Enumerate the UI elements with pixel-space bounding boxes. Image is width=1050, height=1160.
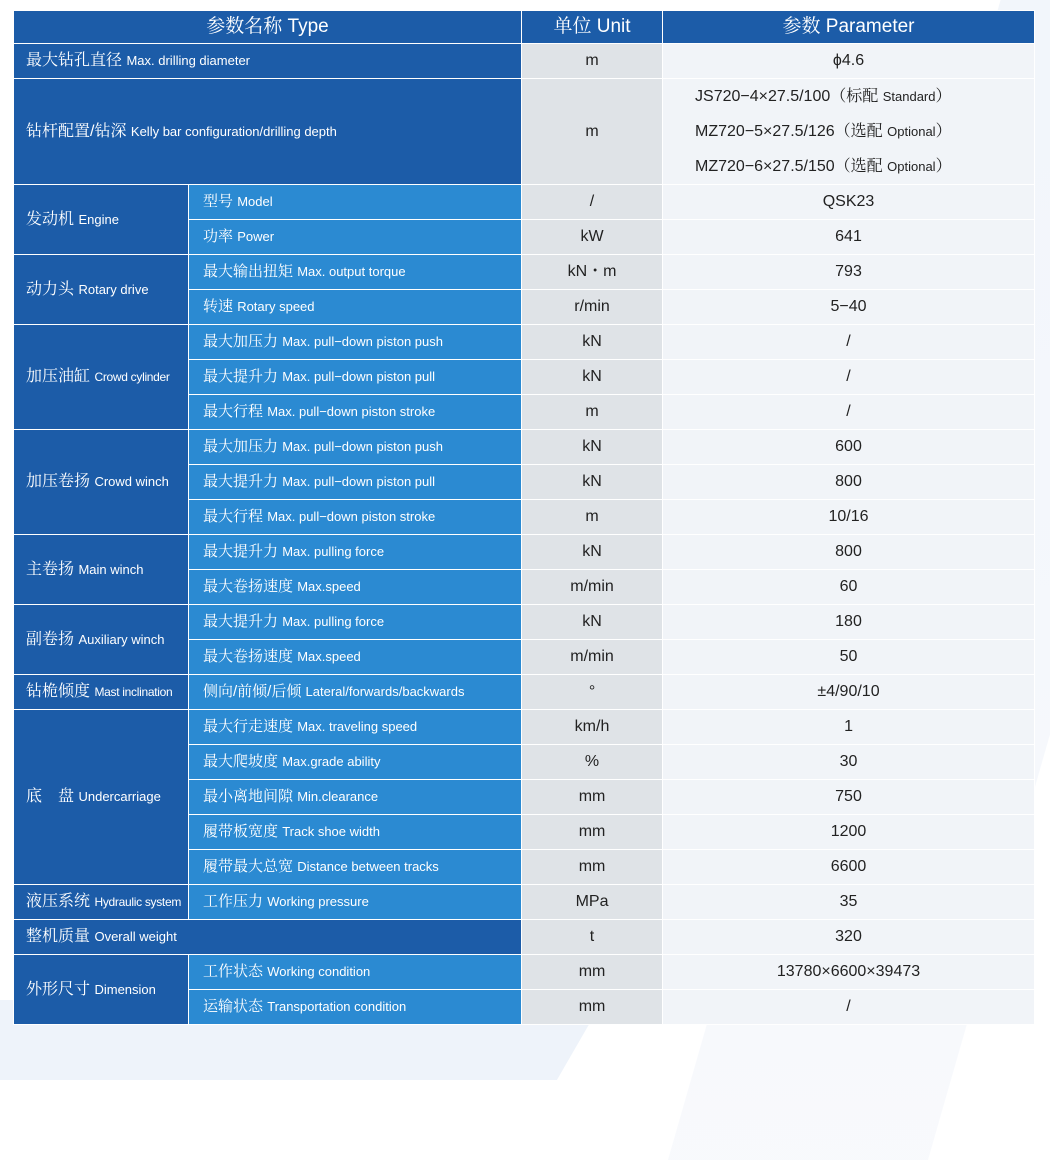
table-row xyxy=(14,675,1035,710)
unit-cell: mm xyxy=(522,780,663,815)
item-cell: 型号 Model xyxy=(189,185,522,220)
item-cell: 工作压力 Working pressure xyxy=(189,885,522,920)
value-cell: 320 xyxy=(663,920,1035,955)
category-cell: 外形尺寸 Dimension xyxy=(14,955,189,1025)
unit-cell: ° xyxy=(522,675,663,710)
table-row xyxy=(14,535,1035,570)
category-cell: 整机质量 Overall weight xyxy=(14,920,522,955)
category-cell: 钻杆配置/钻深 Kelly bar configuration/drilling depth xyxy=(14,79,522,185)
kelly-option: MZ720−5×27.5/126（选配 Optional） xyxy=(695,123,952,140)
unit-cell: kN・m xyxy=(522,255,663,290)
unit-cell: kN xyxy=(522,325,663,360)
value-cell: 800 xyxy=(663,535,1035,570)
table-row xyxy=(14,430,1035,465)
unit-cell: m xyxy=(522,500,663,535)
category-cell: 底 盘 Undercarriage xyxy=(14,710,189,885)
unit-cell: mm xyxy=(522,850,663,885)
kelly-option: MZ720−6×27.5/150（选配 Optional） xyxy=(695,158,952,175)
category-cell: 加压卷扬 Crowd winch xyxy=(14,430,189,535)
table-row xyxy=(14,185,1035,220)
unit-cell: / xyxy=(522,185,663,220)
item-cell: 最大输出扭矩 Max. output torque xyxy=(189,255,522,290)
table-row xyxy=(14,710,1035,745)
unit-cell: m/min xyxy=(522,640,663,675)
value-cell: 600 xyxy=(663,430,1035,465)
item-cell: 最大卷扬速度 Max.speed xyxy=(189,640,522,675)
unit-cell: kN xyxy=(522,535,663,570)
value-cell: 1 xyxy=(663,710,1035,745)
item-cell: 最大行程 Max. pull−down piston stroke xyxy=(189,500,522,535)
unit-cell: m xyxy=(522,395,663,430)
value-cell: ϕ4.6 xyxy=(663,44,1035,79)
unit-cell: kN xyxy=(522,605,663,640)
header-row xyxy=(14,11,1035,44)
value-cell: 641 xyxy=(663,220,1035,255)
value-cell xyxy=(663,79,1035,185)
unit-cell: MPa xyxy=(522,885,663,920)
unit-cell: mm xyxy=(522,990,663,1025)
unit-cell: m xyxy=(522,44,663,79)
header-type: 参数名称 Type xyxy=(14,11,522,44)
value-cell: 6600 xyxy=(663,850,1035,885)
unit-cell: kN xyxy=(522,465,663,500)
value-cell: 10/16 xyxy=(663,500,1035,535)
value-cell: 800 xyxy=(663,465,1035,500)
value-cell: 180 xyxy=(663,605,1035,640)
table-row xyxy=(14,79,1035,185)
item-cell: 最大加压力 Max. pull−down piston push xyxy=(189,430,522,465)
value-cell: 5−40 xyxy=(663,290,1035,325)
unit-cell: m/min xyxy=(522,570,663,605)
item-cell: 转速 Rotary speed xyxy=(189,290,522,325)
value-cell: 1200 xyxy=(663,815,1035,850)
table-row xyxy=(14,605,1035,640)
value-cell: QSK23 xyxy=(663,185,1035,220)
item-cell: 最大卷扬速度 Max.speed xyxy=(189,570,522,605)
header-unit: 单位 Unit xyxy=(522,11,663,44)
unit-cell: r/min xyxy=(522,290,663,325)
category-cell: 钻桅倾度 Mast inclination xyxy=(14,675,189,710)
item-cell: 履带板宽度 Track shoe width xyxy=(189,815,522,850)
category-cell: 副卷扬 Auxiliary winch xyxy=(14,605,189,675)
value-cell: 30 xyxy=(663,745,1035,780)
category-cell: 发动机 Engine xyxy=(14,185,189,255)
value-cell: ±4/90/10 xyxy=(663,675,1035,710)
category-cell: 动力头 Rotary drive xyxy=(14,255,189,325)
item-cell: 最大提升力 Max. pull−down piston pull xyxy=(189,360,522,395)
item-cell: 侧向/前倾/后倾 Lateral/forwards/backwards xyxy=(189,675,522,710)
value-cell: / xyxy=(663,395,1035,430)
unit-cell: km/h xyxy=(522,710,663,745)
item-cell: 最大提升力 Max. pulling force xyxy=(189,605,522,640)
unit-cell: m xyxy=(522,79,663,185)
item-cell: 最大爬坡度 Max.grade ability xyxy=(189,745,522,780)
unit-cell: kN xyxy=(522,430,663,465)
table-row xyxy=(14,920,1035,955)
category-cell: 液压系统 Hydraulic system xyxy=(14,885,189,920)
value-cell: 50 xyxy=(663,640,1035,675)
value-cell: 750 xyxy=(663,780,1035,815)
item-cell: 最小离地间隙 Min.clearance xyxy=(189,780,522,815)
value-cell: 60 xyxy=(663,570,1035,605)
item-cell: 最大行走速度 Max. traveling speed xyxy=(189,710,522,745)
kelly-option: JS720−4×27.5/100（标配 Standard） xyxy=(695,88,952,105)
item-cell: 工作状态 Working condition xyxy=(189,955,522,990)
unit-cell: mm xyxy=(522,815,663,850)
category-cell: 加压油缸 Crowd cylinder xyxy=(14,325,189,430)
unit-cell: kN xyxy=(522,360,663,395)
item-cell: 运输状态 Transportation condition xyxy=(189,990,522,1025)
unit-cell: t xyxy=(522,920,663,955)
value-cell: 13780×6600×39473 xyxy=(663,955,1035,990)
spec-table xyxy=(13,10,1035,1025)
table-row xyxy=(14,885,1035,920)
item-cell: 最大提升力 Max. pull−down piston pull xyxy=(189,465,522,500)
value-cell: / xyxy=(663,360,1035,395)
unit-cell: kW xyxy=(522,220,663,255)
table-row xyxy=(14,955,1035,990)
category-cell: 主卷扬 Main winch xyxy=(14,535,189,605)
item-cell: 功率 Power xyxy=(189,220,522,255)
item-cell: 履带最大总宽 Distance between tracks xyxy=(189,850,522,885)
unit-cell: % xyxy=(522,745,663,780)
table-row xyxy=(14,44,1035,79)
value-cell: / xyxy=(663,325,1035,360)
category-cell: 最大钻孔直径 Max. drilling diameter xyxy=(14,44,522,79)
value-cell: / xyxy=(663,990,1035,1025)
header-parameter: 参数 Parameter xyxy=(663,11,1035,44)
table-row xyxy=(14,255,1035,290)
item-cell: 最大行程 Max. pull−down piston stroke xyxy=(189,395,522,430)
item-cell: 最大提升力 Max. pulling force xyxy=(189,535,522,570)
value-cell: 35 xyxy=(663,885,1035,920)
value-cell: 793 xyxy=(663,255,1035,290)
unit-cell: mm xyxy=(522,955,663,990)
item-cell: 最大加压力 Max. pull−down piston push xyxy=(189,325,522,360)
table-row xyxy=(14,325,1035,360)
